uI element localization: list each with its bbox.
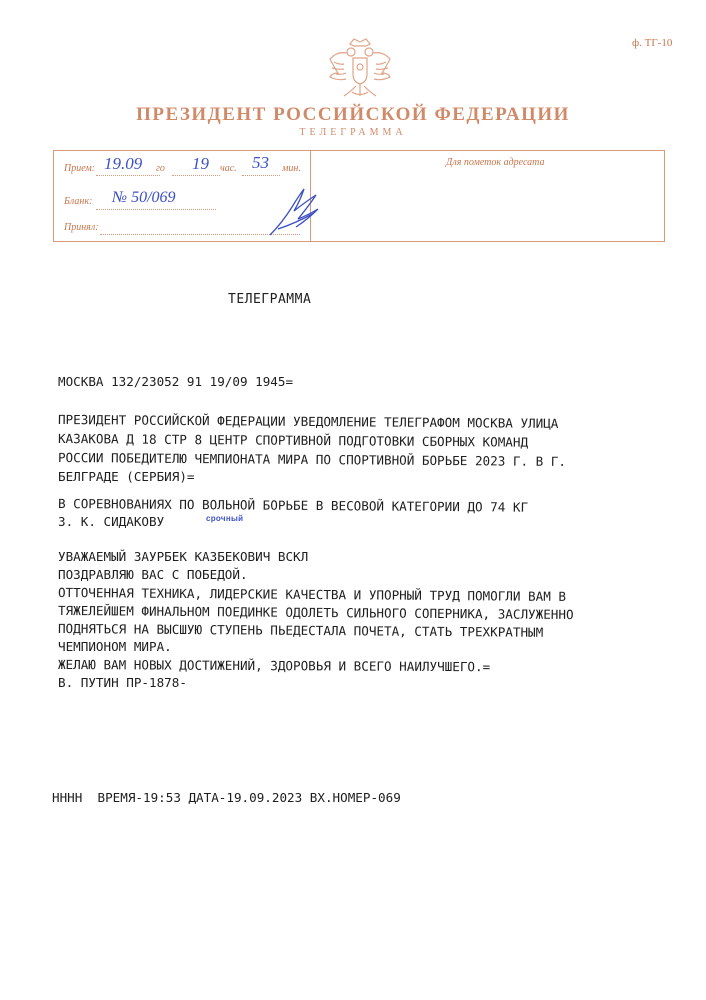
received-hour: 19 [192,154,209,173]
message-line-3: ПОДНЯТЬСЯ НА ВЫСШУЮ СТУПЕНЬ ПЬЕДЕСТАЛА ПОЧЕТА, СТАТЬ ТРЕХКРАТНЫМ [57,621,544,640]
congrats-line: ПОЗДРАВЛЯЮ ВАС С ПОБЕДОЙ. [58,567,248,582]
recipient-line: З. К. СИДАКОВУ [58,514,165,529]
telegram-heading: ТЕЛЕГРАММА [228,292,312,307]
date-field-line [96,175,160,176]
blank-label: Бланк: [64,196,93,207]
address-line-1: ПРЕЗИДЕНТ РОССИЙСКОЙ ФЕДЕРАЦИИ УВЕДОМЛЕНИЕ ТЕЛЕГРАФОМ МОСКВА УЛИЦА [57,412,559,431]
address-line-4: БЕЛГРАДЕ (СЕРБИЯ)= [58,469,195,484]
signature-line: В. ПУТИН ПР-1878- [58,675,187,690]
hour-label: час. [220,163,237,174]
letterhead-subtitle: ТЕЛЕГРАММА [299,127,407,138]
accepted-label: Принял: [64,222,99,233]
address-line-2: КАЗАКОВА Д 18 СТР 8 ЦЕНТР СПОРТИВНОЙ ПОДГОТОВКИ СБОРНЫХ КОМАНД [57,431,529,450]
greeting-line: УВАЖАЕМЫЙ ЗАУРБЕК КАЗБЕКОВИЧ ВСКЛ [58,549,309,564]
urgent-stamp: срочный [206,514,244,523]
year-suffix: го [156,163,165,174]
double-headed-eagle-emblem-icon [326,36,394,102]
letterhead-title: ПРЕЗИДЕНТ РОССИЙСКОЙ ФЕДЕРАЦИИ [136,104,570,125]
message-line-2: ТЯЖЕЛЕЙШЕМ ФИНАЛЬНОМ ПОЕДИНКЕ ОДОЛЕТЬ СИЛЬНОГО СОПЕРНИКА, ЗАСЛУЖЕННО [57,603,574,623]
header-line: МОСКВА 132/23052 91 19/09 1945= [58,374,294,389]
hour-field-line [172,175,220,176]
footer-line: НННН ВРЕМЯ-19:53 ДАТА-19.09.2023 ВХ.НОМЕР-069 [52,790,401,805]
received-label: Прием: [64,163,96,174]
addressee-notes-label: Для пометок адресата [446,157,545,168]
message-line-4: ЧЕМПИОНОМ МИРА. [58,639,172,654]
min-field-line [242,175,280,176]
blank-field-line [96,209,216,210]
min-label: мин. [282,163,301,174]
handwritten-signature-icon [264,185,334,240]
category-line: В СОРЕВНОВАНИЯХ ПО ВОЛЬНОЙ БОРЬБЕ В ВЕСОВОЙ КАТЕГОРИИ ДО 74 КГ [57,496,529,515]
reception-form [53,150,665,242]
message-line-1: ОТТОЧЕННАЯ ТЕХНИКА, ЛИДЕРСКИЕ КАЧЕСТВА И УПОРНЫЙ ТРУД ПОМОГЛИ ВАМ В [57,585,567,604]
received-date: 19.09 [104,154,143,173]
blank-number: № 50/069 [112,189,176,206]
form-code: ф. ТГ-10 [632,37,673,49]
wishes-line: ЖЕЛАЮ ВАМ НОВЫХ ДОСТИЖЕНИЙ, ЗДОРОВЬЯ И ВСЕГО НАИЛУЧШЕГО.= [57,657,491,675]
received-min: 53 [252,153,269,172]
address-line-3: РОССИИ ПОБЕДИТЕЛЮ ЧЕМПИОНАТА МИРА ПО СПОРТИВНОЙ БОРЬБЕ 2023 Г. В Г. [57,450,567,469]
